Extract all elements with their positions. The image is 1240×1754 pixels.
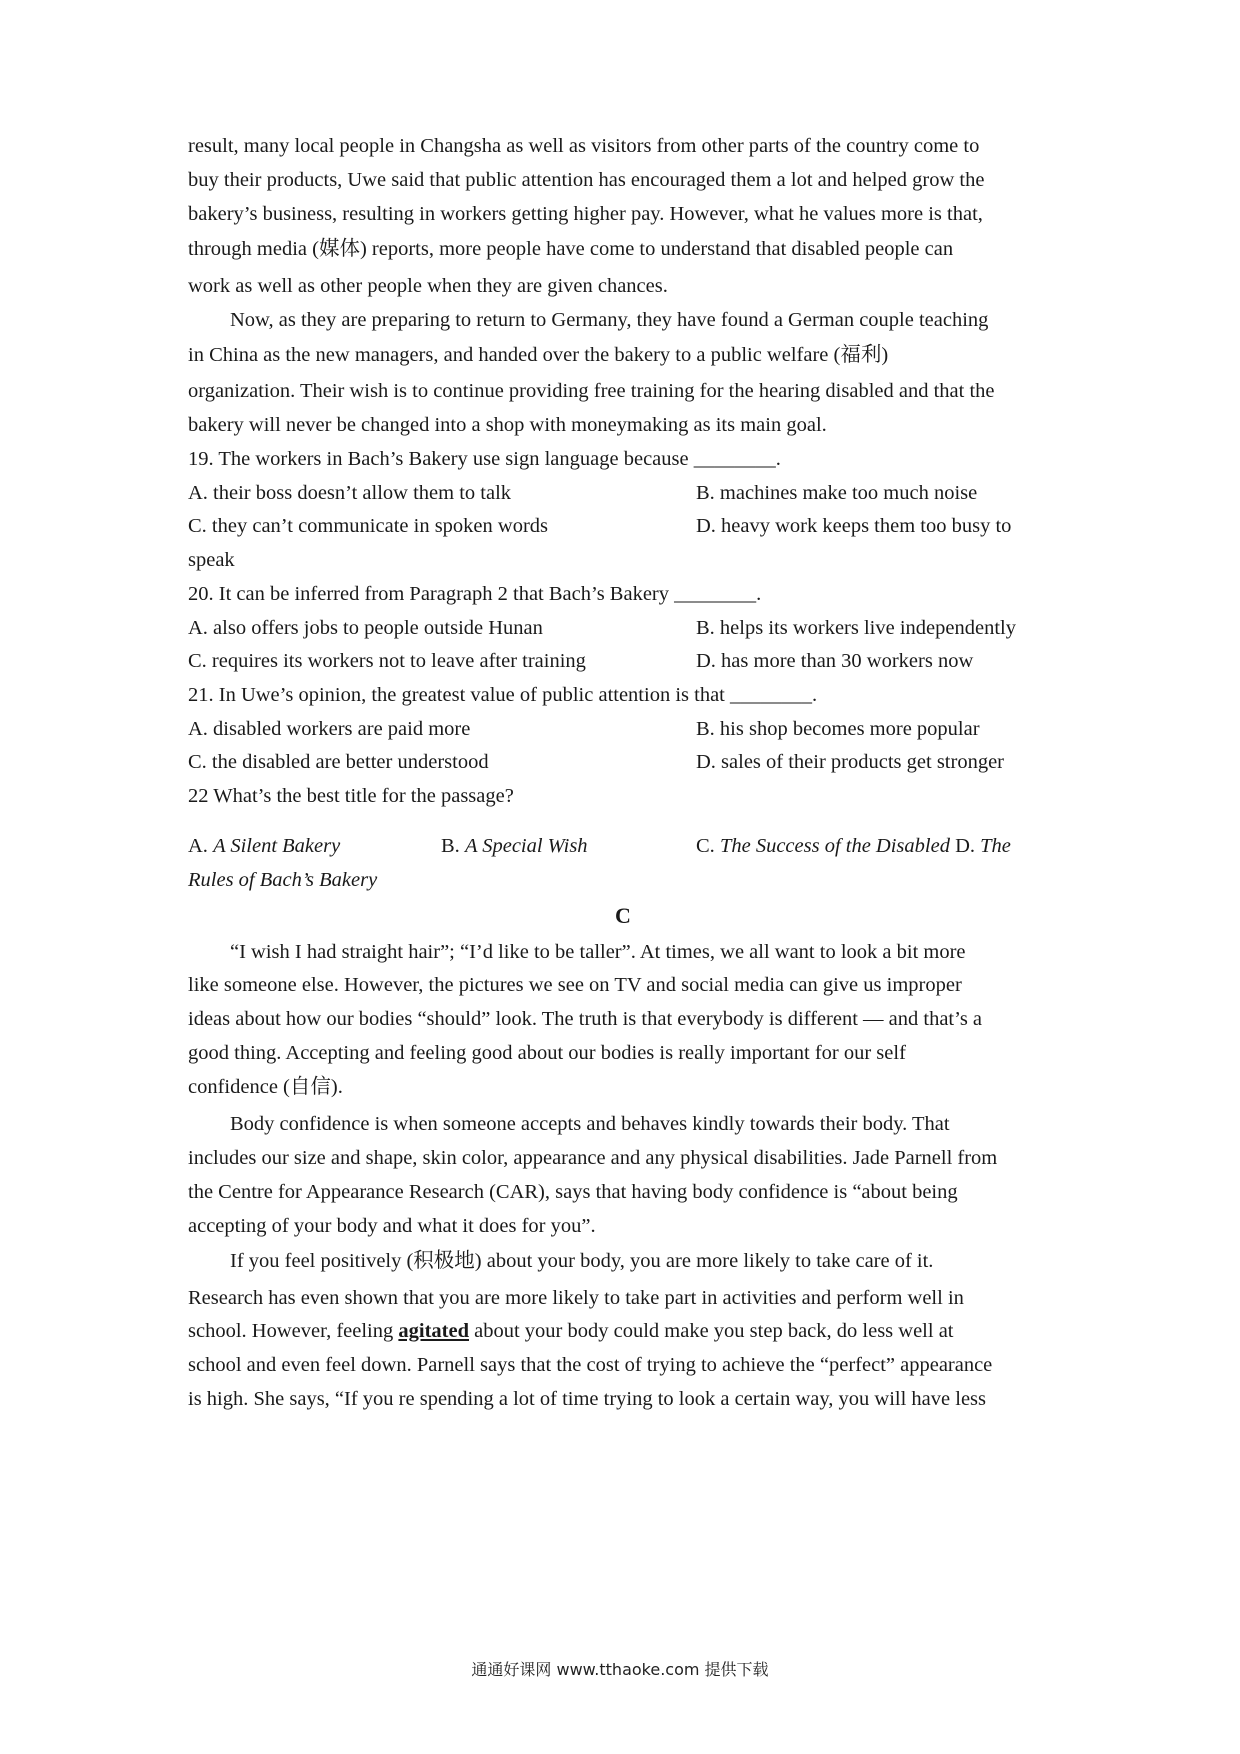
- question-20-option-c: C. requires its workers not to leave after training: [188, 650, 586, 672]
- question-21-option-c: C. the disabled are better understood: [188, 751, 489, 773]
- question-21-option-a: A. disabled workers are paid more: [188, 718, 471, 740]
- passage-line: Now, as they are preparing to return to Germany, they have found a German couple teaching: [230, 309, 989, 331]
- question-22-stem: 22 What’s the best title for the passage?: [188, 785, 514, 807]
- question-19-option-d: D. heavy work keeps them too busy to: [696, 515, 1012, 537]
- passage-line: Research has even shown that you are more likely to take part in activities and perform well in: [188, 1287, 964, 1309]
- question-22-option-a: A. A Silent Bakery: [188, 835, 341, 857]
- question-19-option-c: C. they can’t communicate in spoken words: [188, 515, 549, 537]
- question-19-option-b: B. machines make too much noise: [696, 482, 978, 504]
- question-19-option-d-cont: speak: [188, 549, 235, 571]
- question-19-option-a: A. their boss doesn’t allow them to talk: [188, 482, 512, 504]
- passage-line: accepting of your body and what it does for you”.: [188, 1215, 596, 1237]
- passage-line: school and even feel down. Parnell says that the cost of trying to achieve the “perfect” appearance: [188, 1354, 993, 1376]
- page-footer: 通通好课网 www.tthaoke.com 提供下载: [471, 1660, 769, 1679]
- question-20-option-b: B. helps its workers live independently: [696, 617, 1016, 639]
- passage-line: organization. Their wish is to continue providing free training for the hearing disabled and that the: [188, 380, 995, 402]
- question-21-option-b: B. his shop becomes more popular: [696, 718, 980, 740]
- passage-line: like someone else. However, the pictures we see on TV and social media can give us improper: [188, 974, 962, 996]
- passage-line: good thing. Accepting and feeling good about our bodies is really important for our self: [188, 1042, 906, 1064]
- passage-line: school. However, feeling agitated about your body could make you step back, do less well at: [188, 1320, 954, 1342]
- passage-line: “I wish I had straight hair”; “I’d like to be taller”. At times, we all want to look a bit more: [230, 941, 966, 963]
- question-19-stem: 19. The workers in Bach’s Bakery use sign language because ________.: [188, 448, 781, 470]
- passage-line: the Centre for Appearance Research (CAR), says that having body confidence is “about being: [188, 1181, 958, 1203]
- passage-line: ideas about how our bodies “should” look. The truth is that everybody is different — and that’s a: [188, 1008, 983, 1030]
- passage-line: bakery will never be changed into a shop with moneymaking as its main goal.: [188, 414, 827, 436]
- section-heading: C: [615, 903, 631, 928]
- question-20-stem: 20. It can be inferred from Paragraph 2 that Bach’s Bakery ________.: [188, 583, 762, 605]
- passage-line: through media (媒体) reports, more people have come to understand that disabled people can: [188, 238, 954, 260]
- underlined-word: agitated: [398, 1320, 469, 1342]
- passage-line: work as well as other people when they are given chances.: [188, 275, 668, 297]
- passage-line: is high. She says, “If you re spending a lot of time trying to look a certain way, you will have less: [188, 1388, 987, 1410]
- passage-line: includes our size and shape, skin color, appearance and any physical disabilities. Jade Parnell from: [188, 1147, 998, 1169]
- passage-line: If you feel positively (积极地) about your body, you are more likely to take care of it.: [230, 1250, 934, 1272]
- question-22-option-b: B. A Special Wish: [441, 835, 588, 857]
- passage-line: buy their products, Uwe said that public attention has encouraged them a lot and helped grow the: [188, 169, 985, 191]
- passage-line: confidence (自信).: [188, 1076, 343, 1098]
- question-22-option-d-cont: Rules of Bach’s Bakery: [188, 869, 378, 891]
- passage-line: Body confidence is when someone accepts and behaves kindly towards their body. That: [230, 1113, 950, 1135]
- passage-line: bakery’s business, resulting in workers getting higher pay. However, what he values more is that,: [188, 203, 983, 225]
- passage-line: in China as the new managers, and handed over the bakery to a public welfare (福利): [188, 344, 889, 366]
- question-20-option-a: A. also offers jobs to people outside Hunan: [188, 617, 543, 639]
- question-21-option-d: D. sales of their products get stronger: [696, 751, 1004, 773]
- passage-line: result, many local people in Changsha as well as visitors from other parts of the country come to: [188, 135, 980, 157]
- question-21-stem: 21. In Uwe’s opinion, the greatest value of public attention is that ________.: [188, 684, 818, 706]
- question-22-option-c-d: C. The Success of the Disabled D. The: [696, 835, 1011, 857]
- question-20-option-d: D. has more than 30 workers now: [696, 650, 974, 672]
